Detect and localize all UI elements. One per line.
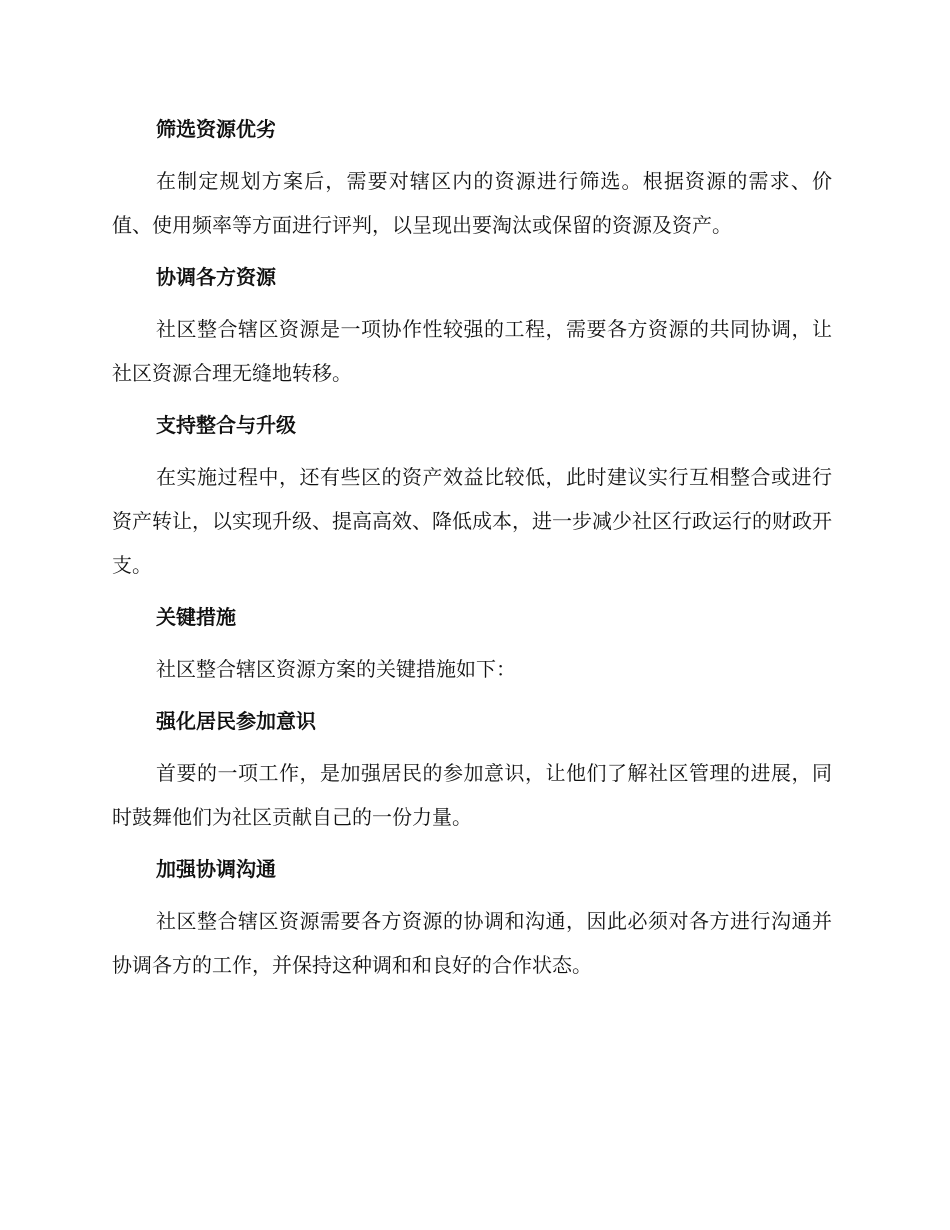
section-heading: 支持整合与升级 (156, 413, 296, 437)
section-heading: 筛选资源优劣 (156, 117, 276, 141)
section-paragraph: 在制定规划方案后，需要对辖区内的资源进行筛选。根据资源的需求、价值、使用频率等方面进行评判，以呈现出要淘汰或保留的资源及资产。 (112, 169, 832, 237)
section-integration-upgrade (112, 408, 832, 600)
section-paragraph: 社区整合辖区资源需要各方资源的协调和沟通，因此必须对各方进行沟通并协调各方的工作，并保持这种调和和良好的合作状态。 (112, 909, 832, 977)
section-heading: 加强协调沟通 (156, 857, 276, 881)
section-heading: 强化居民参加意识 (156, 709, 316, 733)
section-heading: 协调各方资源 (156, 265, 276, 289)
section-paragraph: 社区整合辖区资源方案的关键措施如下： (156, 657, 516, 681)
section-paragraph: 在实施过程中，还有些区的资产效益比较低，此时建议实行互相整合或进行资产转让，以实现升级、提高高效、降低成本，进一步减少社区行政运行的财政开支。 (112, 465, 832, 577)
section-coordination-communication (112, 852, 832, 987)
section-paragraph: 首要的一项工作，是加强居民的参加意识，让他们了解社区管理的进展，同时鼓舞他们为社区贡献自己的一份力量。 (112, 761, 832, 829)
section-resident-participation (112, 704, 832, 852)
section-paragraph: 社区整合辖区资源是一项协作性较强的工程，需要各方资源的共同协调，让社区资源合理无缝地转移。 (112, 317, 832, 385)
section-screen-resources (112, 112, 832, 260)
document-body (112, 112, 832, 987)
section-key-measures (112, 600, 832, 704)
section-coordinate-resources (112, 260, 832, 408)
section-heading: 关键措施 (156, 605, 236, 629)
